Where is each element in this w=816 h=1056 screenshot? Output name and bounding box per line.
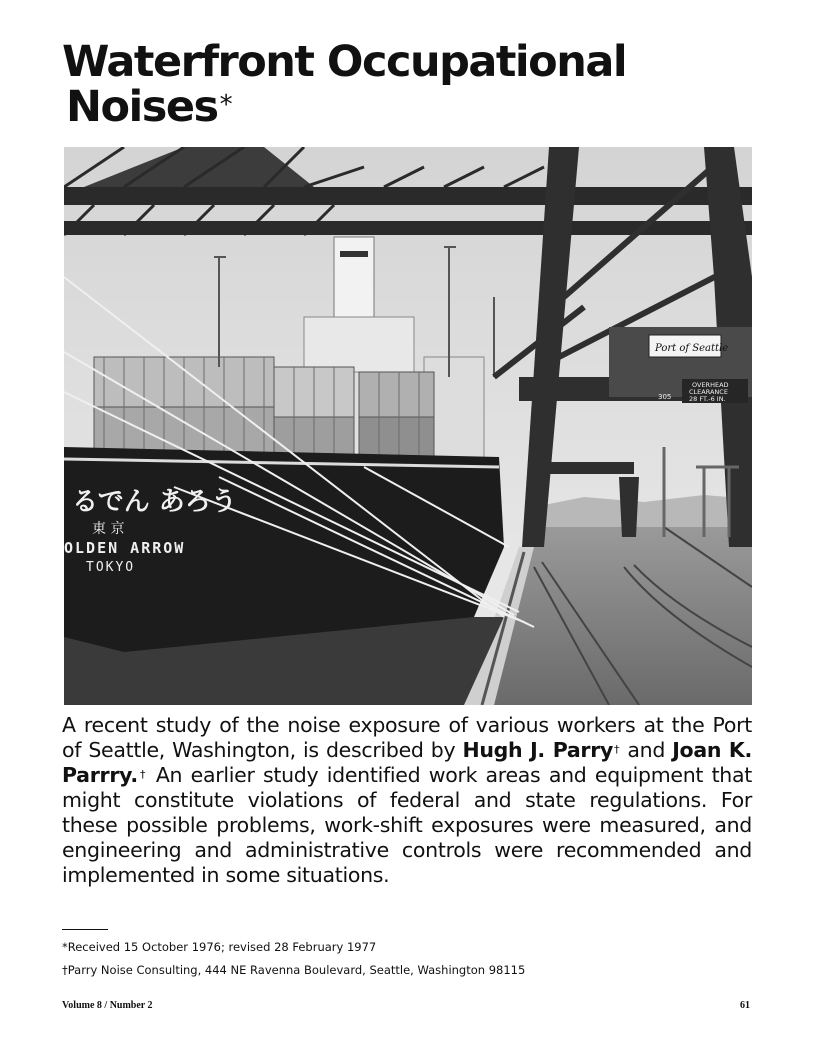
footer-volume: Volume 8 / Number 2 [62,1000,153,1011]
ship-name-japanese: るでん あろう [72,487,237,517]
author-2-dagger: † [137,768,148,781]
clearance-line-1: OVERHEAD [692,381,729,389]
ship-port: TOKYO [86,560,136,575]
abstract-part-2: and [620,738,673,762]
title-line-1: Waterfront Occupational [62,37,627,87]
article-title [62,37,762,132]
footnote-received: *Received 15 October 1976; revised 28 February 1977 [62,940,377,954]
title-line-2 [62,82,762,132]
title-line-2-text: Noises [66,82,218,132]
crane-number: 305 [658,393,672,401]
port-sign-text: Port of Seattle [655,343,729,354]
port-photo [64,147,752,705]
footnote-affiliation: †Parry Noise Consulting, 444 NE Ravenna Boulevard, Seattle, Washington 98115 [62,963,526,977]
ship-name: OLDEN ARROW [64,539,186,557]
abstract-part-1: A recent study of the noise exposure of various workers at the Port of Seattle, Washington, is described by [62,713,752,762]
abstract-paragraph [62,713,752,888]
footnote-rule [62,929,108,930]
title-footnote-marker: * [219,90,232,120]
clearance-line-3: 28 FT.-6 IN. [689,395,726,403]
author-1-dagger: † [613,743,621,756]
dock-apron [494,527,752,705]
abstract-part-3: An earlier study identified work areas and equipment that might constitute violations of federal and state regulations. For these possible problems, work-shift exposures were measured, and engineering and administrative controls were recommended and implemented in some situations. [62,763,752,887]
ship-city-japanese: 東 京 [92,521,125,537]
author-2: Joan K. Parrry. [62,738,753,787]
clearance-line-2: CLEARANCE [689,388,728,396]
footer-page-number: 61 [740,1000,750,1011]
author-1: Hugh J. Parry [462,738,614,762]
